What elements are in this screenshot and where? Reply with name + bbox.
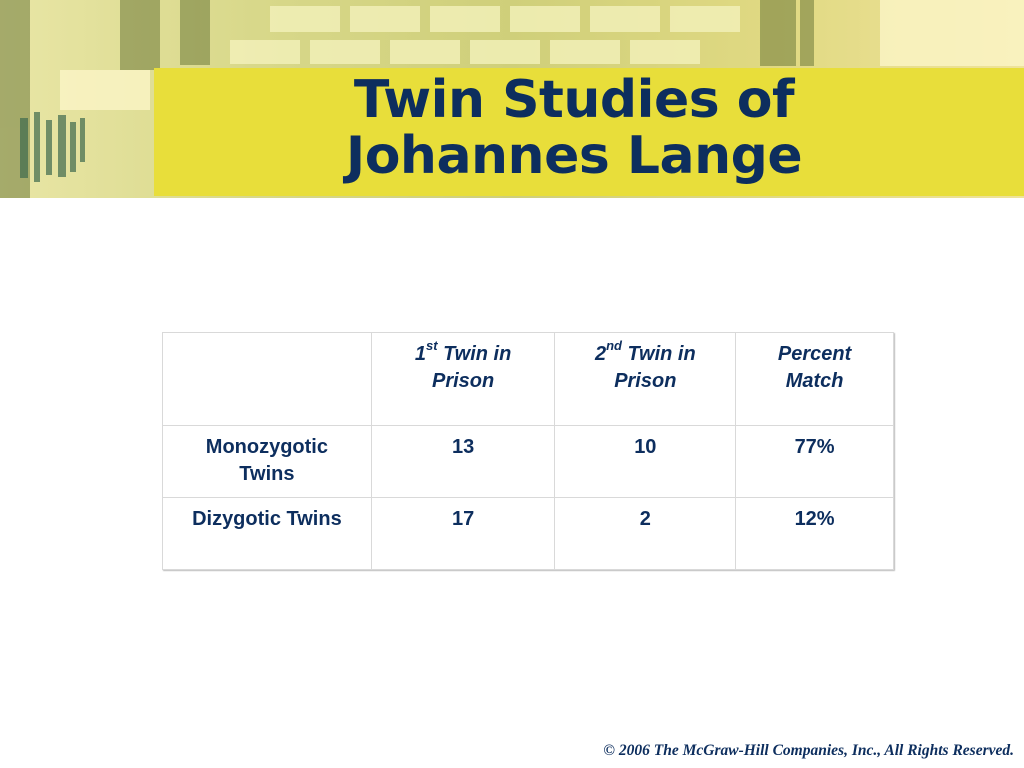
row-label-dizygotic: Dizygotic Twins <box>163 498 372 570</box>
header-first-twin-sup: st <box>426 338 438 354</box>
table-header-row <box>163 333 894 426</box>
header-empty-cell <box>163 333 372 426</box>
header-banner <box>0 0 1024 198</box>
header-second-twin-sup: nd <box>606 338 622 354</box>
header-second-twin-num: 2 <box>594 343 607 365</box>
cell-dizygotic-percent: 12% <box>736 498 894 570</box>
twin-study-table <box>162 332 894 570</box>
header-percent-match-line-2: Match <box>785 370 844 392</box>
cell-monozygotic-first-twin: 13 <box>371 426 555 498</box>
header-second-twin-line-2: Prison <box>614 370 677 392</box>
cell-monozygotic-percent: 77% <box>736 426 894 498</box>
slide-title-line-2: Johannes Lange <box>345 126 803 186</box>
header-first-twin-line-2: Prison <box>432 370 495 392</box>
cell-monozygotic-second-twin: 10 <box>555 426 736 498</box>
cell-dizygotic-second-twin: 2 <box>555 498 736 570</box>
copyright-notice: © 2006 The McGraw-Hill Companies, Inc., All Rights Reserved. <box>603 742 1014 759</box>
header-first-twin <box>371 333 555 426</box>
header-first-twin-num: 1 <box>414 343 427 365</box>
header-percent-match-line-1: Percent <box>777 343 852 365</box>
slide-title-line-1: Twin Studies of <box>353 70 795 130</box>
table-row <box>163 426 894 498</box>
row-label-monozygotic: Monozygotic Twins <box>163 426 372 498</box>
header-second-twin <box>555 333 736 426</box>
header-first-twin-text: Twin in <box>443 343 512 365</box>
cell-dizygotic-first-twin: 17 <box>371 498 555 570</box>
table-row <box>163 498 894 570</box>
header-percent-match <box>736 333 894 426</box>
slide-title <box>154 72 1024 184</box>
header-second-twin-text: Twin in <box>627 343 696 365</box>
